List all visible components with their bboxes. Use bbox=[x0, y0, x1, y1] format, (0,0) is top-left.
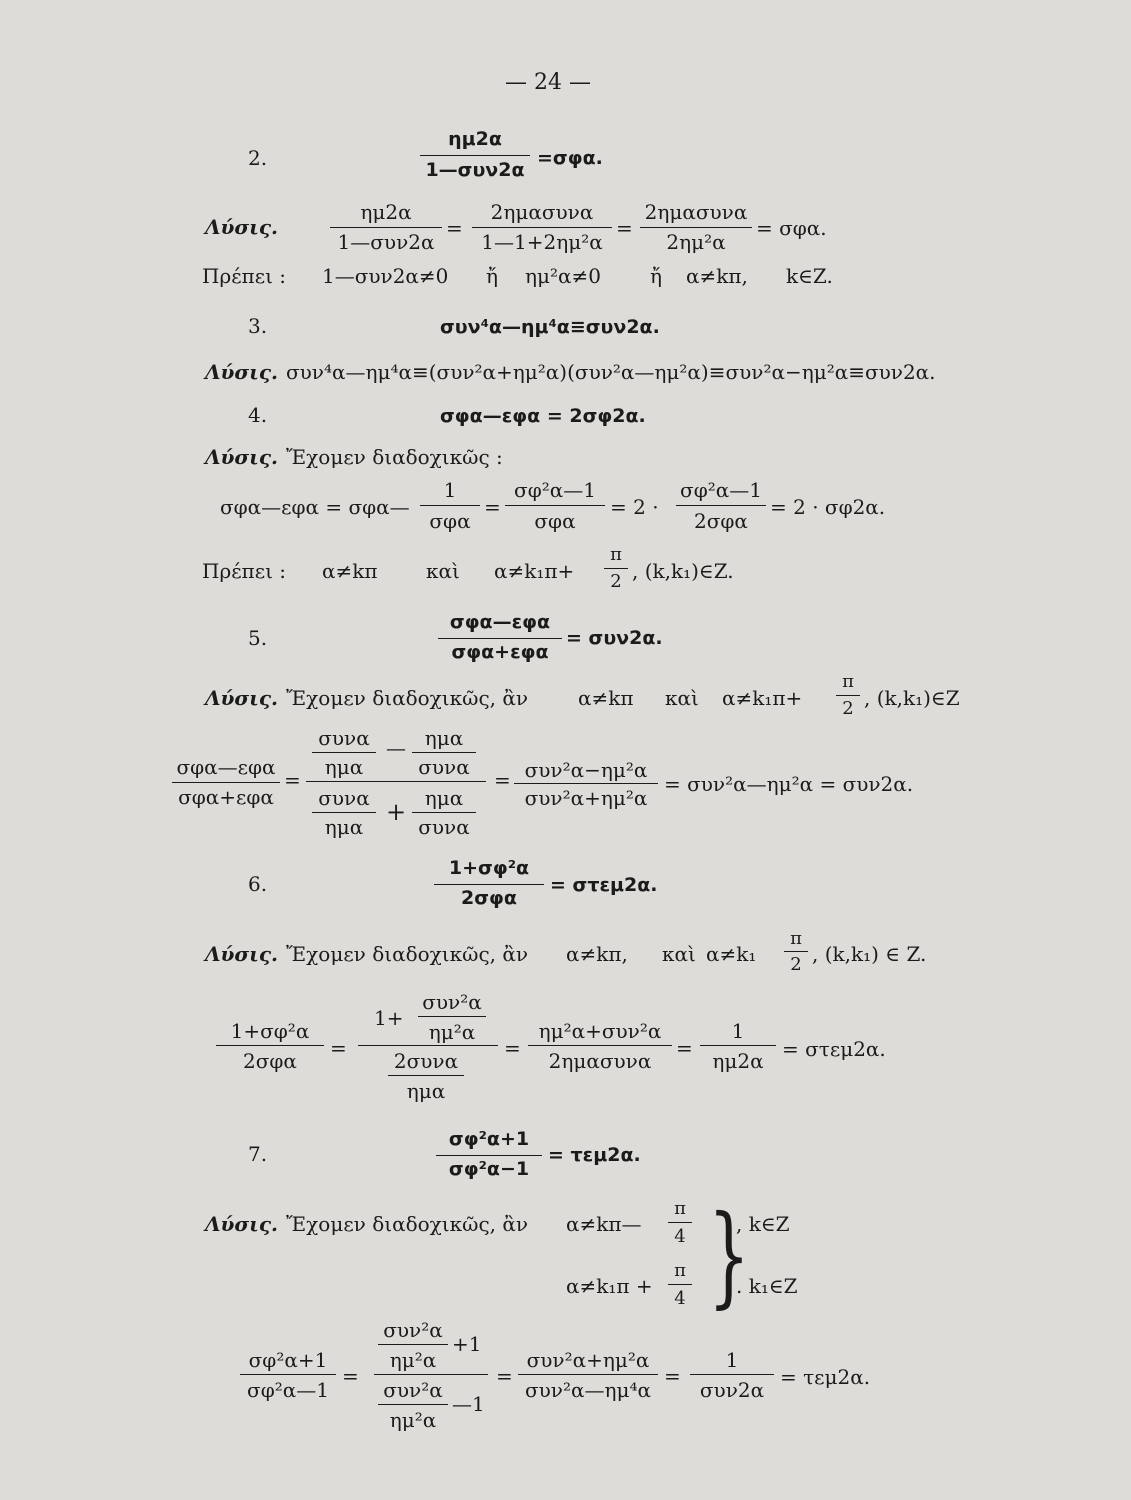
ex6-nested-one-plus: 1+ bbox=[374, 1006, 404, 1030]
fraction-bar bbox=[528, 1045, 672, 1046]
ex2-statement-rhs: =σφα. bbox=[537, 147, 603, 169]
ex6-pi-denominator: 2 bbox=[790, 954, 802, 975]
equals-sign: = bbox=[664, 1364, 681, 1388]
fraction-bar bbox=[690, 1374, 774, 1375]
fraction-bar bbox=[378, 1344, 448, 1345]
fraction-bar bbox=[472, 227, 612, 228]
ex6-result: = στεμ2α. bbox=[782, 1037, 886, 1061]
fraction-bar bbox=[784, 951, 808, 952]
fraction-bar bbox=[505, 505, 605, 506]
solution-label-5: Λύσις. bbox=[205, 686, 278, 710]
fraction-bar bbox=[436, 1155, 542, 1156]
ex7-lhs-denominator: σφ²α—1 bbox=[247, 1378, 329, 1402]
plus-sign: + bbox=[386, 798, 407, 826]
fraction-bar bbox=[412, 752, 476, 753]
ex5-statement-numerator: σφα—εφα bbox=[449, 611, 551, 633]
ex7-upper-denominator: ημ²α bbox=[389, 1348, 437, 1372]
fraction-bar bbox=[676, 505, 766, 506]
ex7-lower-numerator: συν²α bbox=[383, 1378, 443, 1402]
ex4-f2-numerator: σφ²α—1 bbox=[514, 478, 596, 502]
ex7-statement-rhs: = τεμ2α. bbox=[548, 1144, 641, 1166]
ex5-statement-rhs: = συν2α. bbox=[566, 627, 663, 649]
ex3-solution: συν⁴α—ημ⁴α≡(συν²α+ημ²α)(συν²α—ημ²α)≡συν²α−ημ²α≡συν2α. bbox=[286, 360, 936, 384]
ex5-a-denominator: ημα bbox=[324, 755, 364, 779]
ex6-lhs-numerator: 1+σφ²α bbox=[230, 1019, 310, 1043]
ex6-statement-rhs: = στεμ2α. bbox=[550, 874, 658, 896]
ex5-condition-3: , (k,k₁)∈Z bbox=[864, 686, 960, 710]
fraction-bar bbox=[418, 1016, 486, 1017]
main-fraction-bar bbox=[306, 781, 486, 782]
exercise-number-2: 2. bbox=[248, 146, 268, 170]
ex7-condition-2: α≠k₁π + bbox=[566, 1274, 653, 1298]
fraction-bar bbox=[438, 638, 562, 639]
ex7-k-set-1: , k∈Z bbox=[736, 1212, 790, 1236]
ex7-pi1-numerator: π bbox=[674, 1198, 686, 1219]
ex4-lhs: σφα—εφα = σφα— bbox=[220, 495, 410, 519]
ex2-condition-4: k∈Z. bbox=[786, 264, 833, 288]
ex5-statement-denominator: σφα+εφα bbox=[451, 641, 549, 663]
ex2-f1-numerator: ημ2α bbox=[360, 200, 412, 224]
equals-sign: = bbox=[504, 1036, 521, 1060]
fraction-bar bbox=[604, 568, 628, 569]
ex7-pi2-numerator: π bbox=[674, 1260, 686, 1281]
solution-label-2: Λύσις. bbox=[205, 215, 278, 239]
fraction-bar bbox=[836, 695, 860, 696]
ex6-lhs-denominator: 2σφα bbox=[243, 1049, 297, 1073]
ex7-pi2-denominator: 4 bbox=[674, 1288, 686, 1309]
main-fraction-bar bbox=[374, 1374, 488, 1375]
ex4-result: = 2 · σφ2α. bbox=[770, 495, 886, 519]
ex2-f2-numerator: 2ημασυνα bbox=[490, 200, 594, 224]
ex2-condition-2: ημ²α≠0 bbox=[525, 264, 601, 288]
ex2-statement-denominator: 1—συν2α bbox=[425, 159, 525, 181]
ex4-condition-2: α≠k₁π+ bbox=[494, 559, 575, 583]
ex6-condition-1: α≠kπ, bbox=[566, 942, 628, 966]
equals-sign: = bbox=[330, 1036, 347, 1060]
exercise-number-4: 4. bbox=[248, 403, 268, 427]
ex5-b-denominator: συνα bbox=[418, 755, 470, 779]
ex2-condition-1: 1—συν2α≠0 bbox=[322, 264, 449, 288]
ex7-f2-numerator: συν²α+ημ²α bbox=[526, 1348, 650, 1372]
ex4-condition-1: α≠kπ bbox=[322, 559, 378, 583]
ex3-statement: συν⁴α—ημ⁴α≡συν2α. bbox=[440, 316, 660, 338]
ex7-statement-numerator: σφ²α+1 bbox=[448, 1128, 530, 1150]
ex6-statement-denominator: 2σφα bbox=[461, 887, 517, 909]
ex7-f3-denominator: συν2α bbox=[699, 1378, 765, 1402]
equals-sign: = bbox=[446, 216, 463, 240]
fraction-bar bbox=[378, 1404, 448, 1405]
fraction-bar bbox=[312, 812, 376, 813]
ex2-statement-numerator: ημ2α bbox=[448, 128, 502, 150]
solution-label-4: Λύσις. bbox=[205, 445, 278, 469]
fraction-bar bbox=[388, 1075, 464, 1076]
ex4-condition-3: , (k,k₁)∈Z. bbox=[632, 559, 734, 583]
ex4-condition-and: καὶ bbox=[426, 559, 460, 583]
ex2-f3-numerator: 2ημασυνα bbox=[644, 200, 748, 224]
equals-sign: = bbox=[676, 1036, 693, 1060]
ex6-f3-numerator: 1 bbox=[731, 1019, 745, 1043]
ex7-intro: Ἔχομεν διαδοχικῶς, ἂν bbox=[286, 1212, 529, 1236]
ex2-condition-3: α≠kπ, bbox=[686, 264, 748, 288]
ex6-condition-3: , (k,k₁) ∈ Z. bbox=[812, 942, 927, 966]
fraction-bar bbox=[640, 227, 752, 228]
ex7-lhs-numerator: σφ²α+1 bbox=[248, 1348, 328, 1372]
ex5-pi-numerator: π bbox=[842, 671, 854, 692]
ex6-nested-lower-numerator: 2συνα bbox=[393, 1049, 459, 1073]
ex6-nested-denominator: ημ²α bbox=[428, 1020, 476, 1044]
ex7-lower-denominator: ημ²α bbox=[389, 1408, 437, 1432]
ex5-c-denominator: ημα bbox=[324, 815, 364, 839]
ex7-result: = τεμ2α. bbox=[780, 1365, 871, 1389]
ex5-b-numerator: ημα bbox=[424, 726, 464, 750]
ex4-pi-numerator: π bbox=[610, 544, 622, 565]
ex4-f3-denominator: 2σφα bbox=[694, 509, 748, 533]
fraction-bar bbox=[172, 782, 280, 783]
exercise-number-6: 6. bbox=[248, 872, 268, 896]
ex7-f2-denominator: συν²α—ημ⁴α bbox=[525, 1378, 651, 1402]
ex5-intro: Ἔχομεν διαδοχικῶς, ἂν bbox=[286, 686, 529, 710]
equals-sign: = bbox=[616, 216, 633, 240]
exercise-number-3: 3. bbox=[248, 314, 268, 338]
solution-label-3: Λύσις. bbox=[205, 360, 278, 384]
ex4-pi-denominator: 2 bbox=[610, 571, 622, 592]
fraction-bar bbox=[434, 884, 544, 885]
ex5-r-numerator: συν²α−ημ²α bbox=[524, 758, 648, 782]
ex4-f1-denominator: σφα bbox=[429, 509, 471, 533]
ex4-eq2: = 2 · bbox=[610, 495, 659, 519]
equals-sign: = bbox=[496, 1364, 513, 1388]
ex5-lhs-numerator: σφα—εφα bbox=[176, 755, 276, 779]
ex6-intro: Ἔχομεν διαδοχικῶς, ἂν bbox=[286, 942, 529, 966]
ex7-upper-numerator: συν²α bbox=[383, 1318, 443, 1342]
fraction-bar bbox=[240, 1374, 336, 1375]
fraction-bar bbox=[514, 783, 658, 784]
minus-sign: — bbox=[386, 736, 406, 760]
fraction-bar bbox=[700, 1045, 776, 1046]
ex6-f2-numerator: ημ²α+συν²α bbox=[538, 1019, 662, 1043]
ex5-condition-2: α≠k₁π+ bbox=[722, 686, 803, 710]
ex6-statement-numerator: 1+σφ²α bbox=[448, 857, 530, 879]
ex7-pi1-denominator: 4 bbox=[674, 1226, 686, 1247]
exercise-number-5: 5. bbox=[248, 626, 268, 650]
ex4-f2-denominator: σφα bbox=[534, 509, 576, 533]
prepei-label-4: Πρέπει : bbox=[202, 559, 287, 583]
solution-label-6: Λύσις. bbox=[205, 942, 278, 966]
ex7-lower-minus-one: —1 bbox=[452, 1392, 485, 1416]
ex5-result: = συν²α—ημ²α = συν2α. bbox=[664, 772, 914, 796]
ex5-pi-denominator: 2 bbox=[842, 698, 854, 719]
ex7-k-set-2: . k₁∈Z bbox=[736, 1274, 798, 1298]
ex4-f3-numerator: σφ²α—1 bbox=[680, 478, 762, 502]
fraction-bar bbox=[412, 812, 476, 813]
ex5-a-numerator: συνα bbox=[318, 726, 370, 750]
fraction-bar bbox=[420, 155, 530, 156]
ex5-condition-and: καὶ bbox=[665, 686, 699, 710]
fraction-bar bbox=[330, 227, 442, 228]
ex6-condition-2: α≠k₁ bbox=[706, 942, 757, 966]
ex6-nested-numerator: συν²α bbox=[422, 990, 482, 1014]
ex2-f3-denominator: 2ημ²α bbox=[666, 230, 726, 254]
ex4-intro: Ἔχομεν διαδοχικῶς : bbox=[286, 445, 503, 469]
ex5-c-numerator: συνα bbox=[318, 786, 370, 810]
ex5-d-numerator: ημα bbox=[424, 786, 464, 810]
ex7-f3-numerator: 1 bbox=[725, 1348, 739, 1372]
ex5-condition-1: α≠kπ bbox=[578, 686, 634, 710]
fraction-bar bbox=[668, 1222, 692, 1223]
solution-label-7: Λύσις. bbox=[205, 1212, 278, 1236]
ex6-nested-lower-denominator: ημα bbox=[406, 1079, 446, 1103]
ex5-d-denominator: συνα bbox=[418, 815, 470, 839]
ex5-r-denominator: συν²α+ημ²α bbox=[524, 786, 648, 810]
ex7-upper-plus-one: +1 bbox=[452, 1332, 482, 1356]
fraction-bar bbox=[312, 752, 376, 753]
ex7-statement-denominator: σφ²α−1 bbox=[448, 1158, 530, 1180]
ex6-f2-denominator: 2ημασυνα bbox=[548, 1049, 652, 1073]
equals-sign: = bbox=[342, 1364, 359, 1388]
main-fraction-bar bbox=[358, 1045, 498, 1046]
ex5-lhs-denominator: σφα+εφα bbox=[178, 785, 274, 809]
ex2-result: = σφα. bbox=[756, 216, 827, 240]
fraction-bar bbox=[420, 505, 480, 506]
ex7-condition-1: α≠kπ— bbox=[566, 1212, 642, 1236]
ex2-f1-denominator: 1—συν2α bbox=[337, 230, 435, 254]
exercise-number-7: 7. bbox=[248, 1142, 268, 1166]
ex6-condition-and: καὶ bbox=[662, 942, 696, 966]
ex2-condition-or-1: ἤ bbox=[486, 264, 498, 288]
ex6-f3-denominator: ημ2α bbox=[712, 1049, 764, 1073]
fraction-bar bbox=[668, 1284, 692, 1285]
ex4-statement: σφα—εφα = 2σφ2α. bbox=[440, 405, 646, 427]
ex2-f2-denominator: 1—1+2ημ²α bbox=[481, 230, 603, 254]
prepei-label-2: Πρέπει : bbox=[202, 264, 287, 288]
fraction-bar bbox=[216, 1045, 324, 1046]
equals-sign: = bbox=[494, 768, 511, 792]
right-brace-icon: } bbox=[708, 1191, 750, 1319]
ex4-f1-numerator: 1 bbox=[443, 478, 457, 502]
equals-sign: = bbox=[484, 495, 501, 519]
page-number: — 24 — bbox=[505, 70, 591, 95]
fraction-bar bbox=[518, 1374, 658, 1375]
ex6-pi-numerator: π bbox=[790, 928, 802, 949]
equals-sign: = bbox=[284, 768, 301, 792]
ex2-condition-or-2: ἤ bbox=[650, 264, 662, 288]
